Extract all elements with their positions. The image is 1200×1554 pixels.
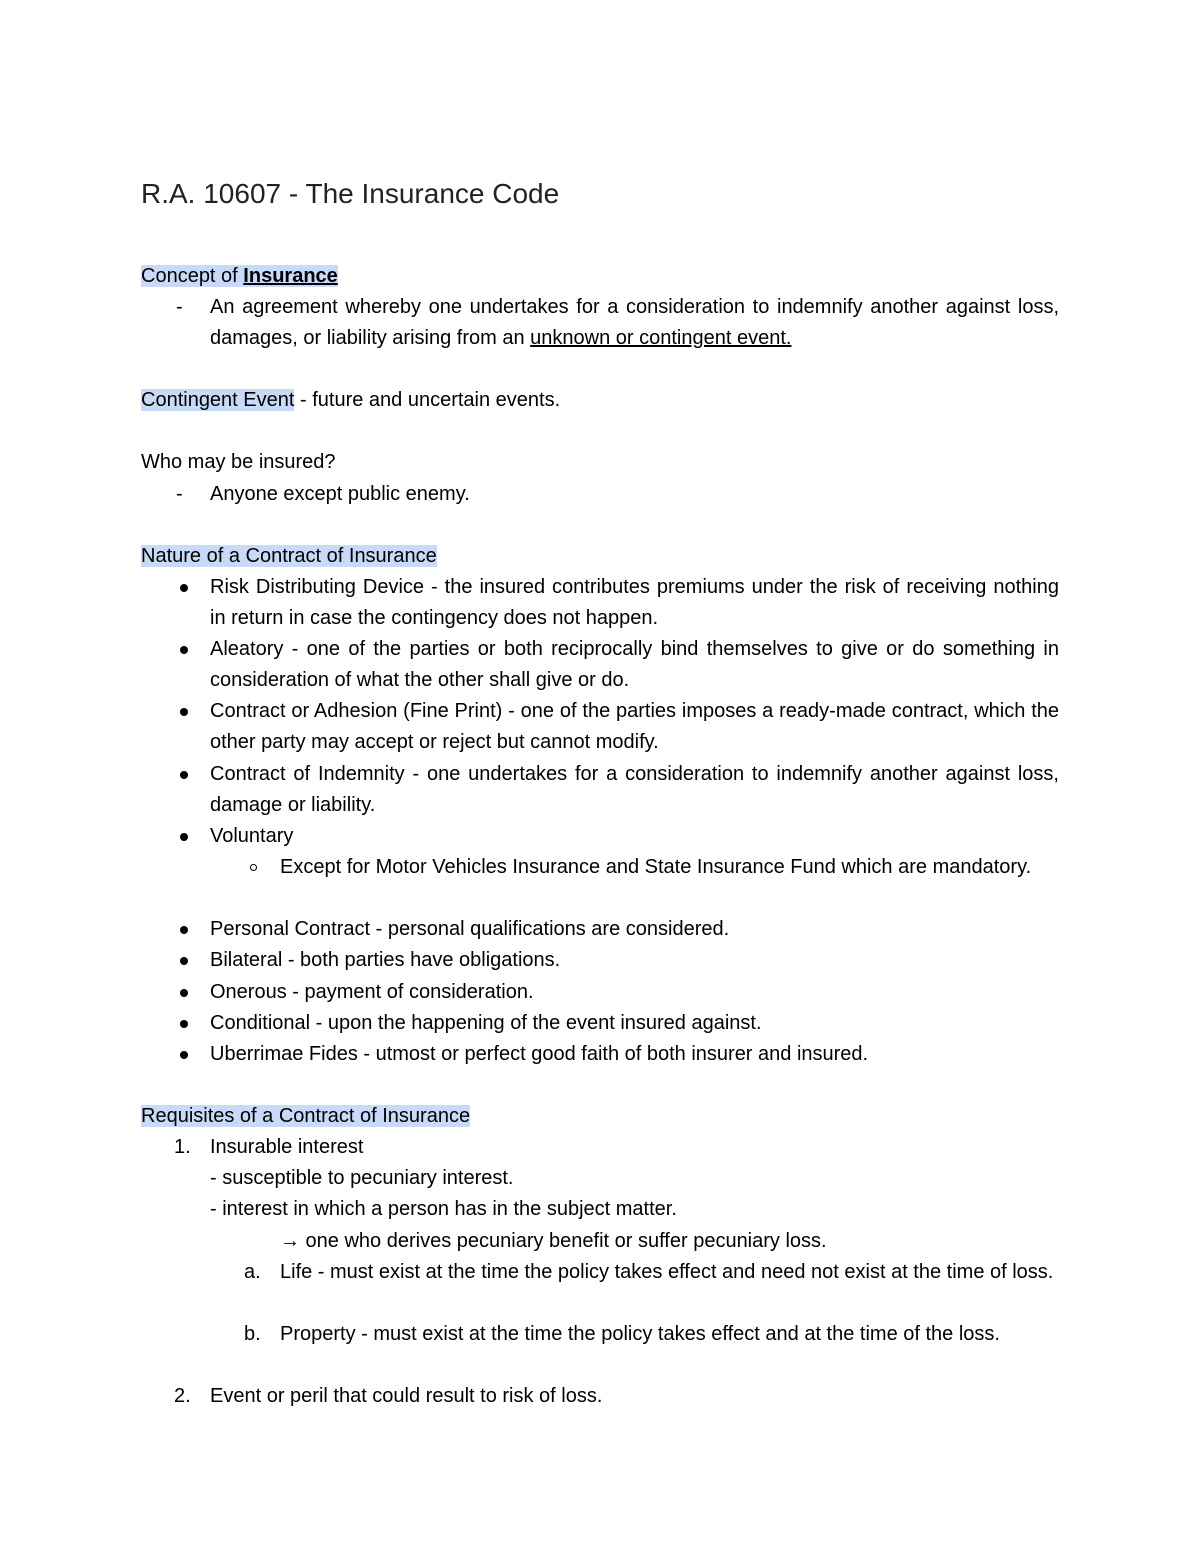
- sub-list-marker: a.: [244, 1261, 261, 1283]
- bullet-icon: [180, 1051, 188, 1059]
- bullet-icon: [180, 833, 188, 841]
- requisites-heading: Requisites of a Contract of Insurance: [141, 1105, 471, 1127]
- requisite-note: - susceptible to pecuniary interest.: [210, 1167, 514, 1189]
- nature-item: Contract or Adhesion (Fine Print) - one of the parties imposes a ready-made contract, which the other party may accept or reject but cannot modify.: [210, 700, 1059, 753]
- requisite-sub-item: Property - must exist at the time the policy takes effect and at the time of the loss.: [280, 1323, 1000, 1345]
- bullet-icon: [180, 957, 188, 965]
- nature-item: Voluntary: [210, 825, 294, 847]
- who-answer: Anyone except public enemy.: [210, 483, 470, 505]
- concept-heading: [141, 261, 338, 292]
- sub-list-marker: b.: [244, 1323, 261, 1345]
- bullet-icon: [180, 989, 188, 997]
- nature-item: Conditional - upon the happening of the event insured against.: [210, 1012, 762, 1034]
- nature-item: Uberrimae Fides - utmost or perfect good faith of both insurer and insured.: [210, 1043, 869, 1065]
- contingent-event-term: Contingent Event: [141, 389, 295, 411]
- bullet-icon: [180, 1020, 188, 1028]
- nature-item: Personal Contract - personal qualifications are considered.: [210, 918, 730, 940]
- nature-item: Aleatory - one of the parties or both reciprocally bind themselves to give or do something in consideration of what the other shall give or do.: [210, 638, 1059, 691]
- dash-marker: -: [176, 296, 183, 318]
- nature-item: Risk Distributing Device - the insured contributes premiums under the risk of receiving nothing in return in case the contingency does not happen.: [210, 576, 1059, 629]
- who-question: Who may be insured?: [141, 451, 336, 473]
- list-number: 1.: [174, 1136, 191, 1158]
- bullet-icon: [180, 926, 188, 934]
- nature-item: Contract of Indemnity - one undertakes for a consideration to indemnify another against loss, damage or liability.: [210, 763, 1059, 816]
- dash-marker: -: [176, 483, 183, 505]
- bullet-icon: [180, 646, 188, 654]
- requisite-note: - interest in which a person has in the subject matter.: [210, 1198, 677, 1220]
- bullet-icon: [180, 771, 188, 779]
- voluntary-sub-item: Except for Motor Vehicles Insurance and State Insurance Fund which are mandatory.: [280, 856, 1032, 878]
- bullet-icon: [180, 584, 188, 592]
- concept-heading-prefix: Concept of: [141, 265, 244, 287]
- document-title: R.A. 10607 - The Insurance Code: [141, 178, 560, 209]
- requisite-label: Insurable interest: [210, 1136, 364, 1158]
- nature-item: Onerous - payment of consideration.: [210, 981, 534, 1003]
- concept-underlined-phrase: unknown or contingent event.: [530, 327, 792, 349]
- list-number: 2.: [174, 1385, 191, 1407]
- contingent-event-definition: - future and uncertain events.: [294, 389, 561, 411]
- hollow-bullet-icon: [250, 864, 257, 871]
- requisite-sub-item: Life - must exist at the time the policy takes effect and need not exist at the time of loss.: [280, 1261, 1054, 1283]
- requisite-arrow-note: → one who derives pecuniary benefit or suffer pecuniary loss.: [280, 1230, 827, 1252]
- nature-item: Bilateral - both parties have obligations.: [210, 949, 561, 971]
- concept-definition: An agreement whereby one undertakes for a consideration to indemnify another against loss, damages, or liability arising from an unknown or contingent event.: [210, 296, 1059, 349]
- contingent-event-line: [141, 385, 560, 416]
- requisite-label: Event or peril that could result to risk of loss.: [210, 1385, 603, 1407]
- nature-heading: Nature of a Contract of Insurance: [141, 545, 437, 567]
- concept-heading-term: Insurance: [243, 265, 338, 287]
- bullet-icon: [180, 708, 188, 716]
